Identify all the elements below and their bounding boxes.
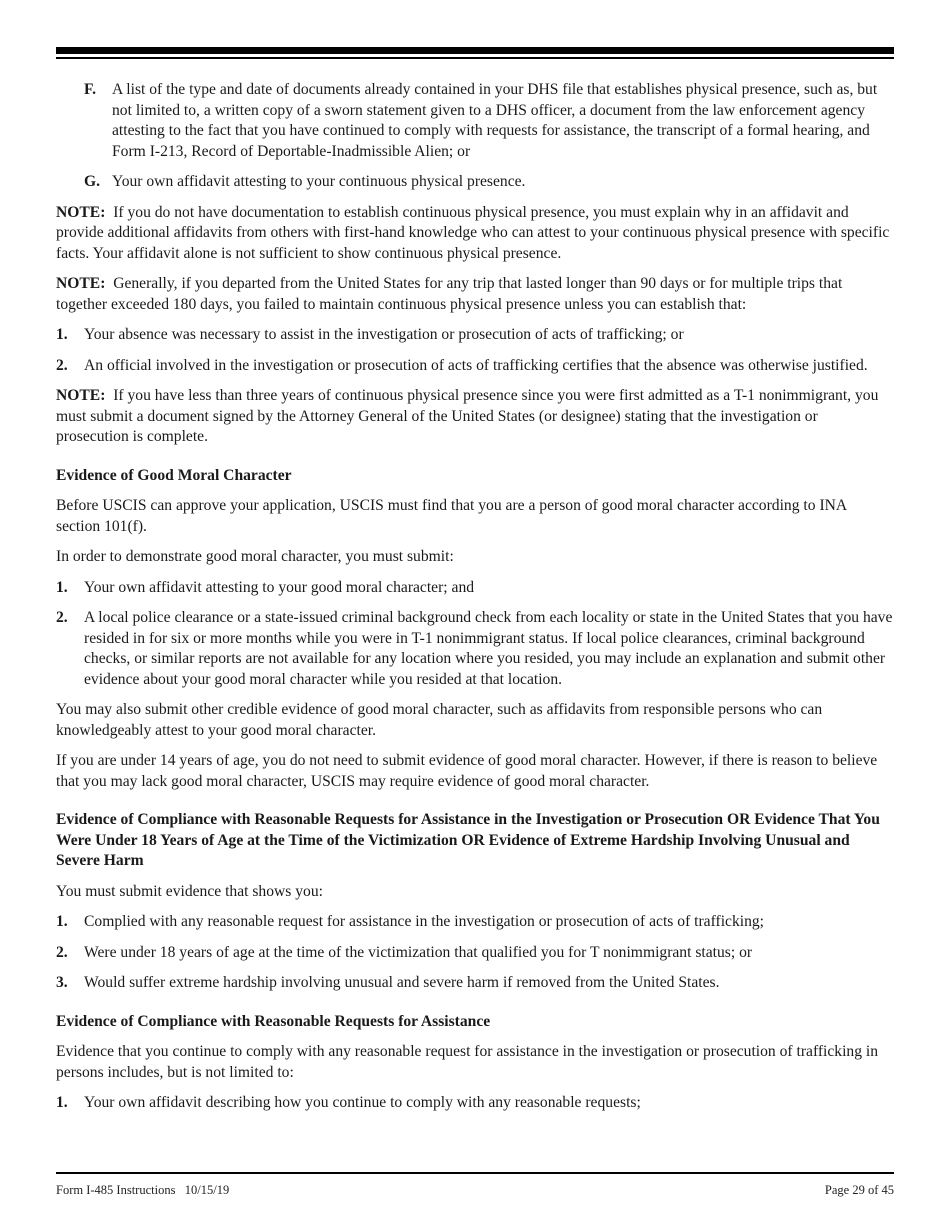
list-text: Were under 18 years of age at the time of the victimization that qualified you for T nonimmigrant status; or	[84, 943, 753, 961]
numbered-list	[56, 578, 894, 691]
list-item	[56, 608, 894, 690]
list-item	[56, 1093, 894, 1114]
section-heading-reasonable-requests: Evidence of Compliance with Reasonable Requests for Assistance	[56, 1012, 491, 1030]
note-text: If you do not have documentation to establish continuous physical presence, you must explain why in an affidavit and provide additional affidavits from others with first-hand knowledge who can attest to your continuous physical presence with specific facts. Your affidavit alone is not sufficient to show continuous physical presence.	[56, 203, 890, 262]
list-item	[56, 912, 894, 933]
list-label: 1.	[56, 1094, 68, 1111]
page-content	[56, 80, 894, 1124]
list-text: Complied with any reasonable request for assistance in the investigation or prosecution of acts of trafficking;	[84, 913, 765, 930]
note-text: Generally, if you departed from the United States for any trip that lasted longer than 90 days or for multiple trips that together exceeded 180 days, you failed to maintain continuous physical presence unless you can establish that:	[56, 275, 843, 313]
lettered-list	[84, 80, 894, 193]
list-item	[84, 172, 894, 193]
list-text: An official involved in the investigation or prosecution of acts of trafficking certifies that the absence was otherwise justified.	[84, 356, 868, 374]
list-text: Your own affidavit attesting to your continuous physical presence.	[112, 173, 526, 190]
list-text: Would suffer extreme hardship involving unusual and severe harm if removed from the United States.	[84, 974, 720, 991]
list-text: Your absence was necessary to assist in the investigation or prosecution of acts of trafficking; or	[84, 326, 684, 343]
numbered-list	[56, 1093, 894, 1114]
paragraph: You may also submit other credible evidence of good moral character, such as affidavits from responsible persons who can knowledgeably attest to your good moral character.	[56, 701, 823, 739]
note-label: NOTE:	[56, 203, 106, 221]
footer-form-id: Form I-485 Instructions 10/15/19	[56, 1183, 230, 1197]
numbered-list	[56, 912, 894, 994]
list-label: 1.	[56, 578, 68, 596]
paragraph: You must submit evidence that shows you:	[56, 882, 323, 900]
list-label: G.	[84, 173, 101, 190]
list-label: 2.	[56, 356, 68, 374]
list-item	[56, 356, 894, 377]
document-page	[56, 0, 894, 1230]
section-heading-compliance: Evidence of Compliance with Reasonable Requests for Assistance in the Investigation or Prosecution OR Evidence That You Were Under 18 Years of Age at the Time of the Victimization OR Evidence of Extreme Hardship Involving Unusual and Severe Harm	[56, 811, 880, 869]
note-paragraph	[56, 203, 894, 265]
footer-rule	[56, 1172, 894, 1174]
list-item	[56, 325, 894, 346]
note-paragraph	[56, 386, 894, 448]
paragraph: Evidence that you continue to comply with any reasonable request for assistance in the investigation or prosecution of trafficking in persons includes, but is not limited to:	[56, 1043, 879, 1081]
list-label: 1.	[56, 913, 68, 930]
list-label: 3.	[56, 974, 68, 991]
list-item	[56, 973, 894, 994]
header-rule-thick	[56, 47, 894, 54]
list-item	[56, 578, 894, 599]
list-label: 1.	[56, 326, 68, 343]
list-text: Your own affidavit attesting to your good moral character; and	[84, 578, 475, 596]
header-rule-thin	[56, 57, 894, 59]
note-label: NOTE:	[56, 387, 106, 404]
list-label: 2.	[56, 943, 68, 961]
list-text: A local police clearance or a state-issued criminal background check from each locality or state in the United States that you have resided in for six or more months while you were in T-1 nonimmigrant status. If local police clearances, criminal background checks, or similar reports are not available for any location where you resided, you may include an explanation and submit other evidence about your good moral character while you resided at that location.	[84, 609, 893, 688]
note-text: If you have less than three years of continuous physical presence since you were first admitted as a T-1 nonimmigrant, you must submit a document signed by the Attorney General of the United States (or designee) stating that the investigation or prosecution is complete.	[56, 387, 879, 445]
paragraph: Before USCIS can approve your application, USCIS must find that you are a person of good moral character according to INA section 101(f).	[56, 497, 847, 535]
list-label: F.	[84, 81, 96, 98]
list-text: A list of the type and date of documents already contained in your DHS file that establishes physical presence, such as, but not limited to, a written copy of a sworn statement given to a DHS officer, a document from the law enforcement agency attesting to the fact that you have continued to comply with requests for assistance, the transcript of a formal hearing, and Form I-213, Record of Deportable-Inadmissible Alien; or	[112, 81, 878, 160]
note-label: NOTE:	[56, 275, 106, 292]
list-item	[84, 80, 894, 162]
section-heading-moral-character: Evidence of Good Moral Character	[56, 466, 292, 484]
footer-page-number: Page 29 of 45	[824, 1183, 894, 1197]
numbered-list	[56, 325, 894, 376]
paragraph: In order to demonstrate good moral character, you must submit:	[56, 548, 454, 565]
note-paragraph	[56, 274, 894, 315]
list-text: Your own affidavit describing how you continue to comply with any reasonable requests;	[84, 1094, 641, 1111]
list-label: 2.	[56, 609, 68, 626]
list-item	[56, 943, 894, 964]
paragraph: If you are under 14 years of age, you do not need to submit evidence of good moral character. However, if there is reason to believe that you may lack good moral character, USCIS may require evidence of good moral character.	[56, 752, 878, 790]
